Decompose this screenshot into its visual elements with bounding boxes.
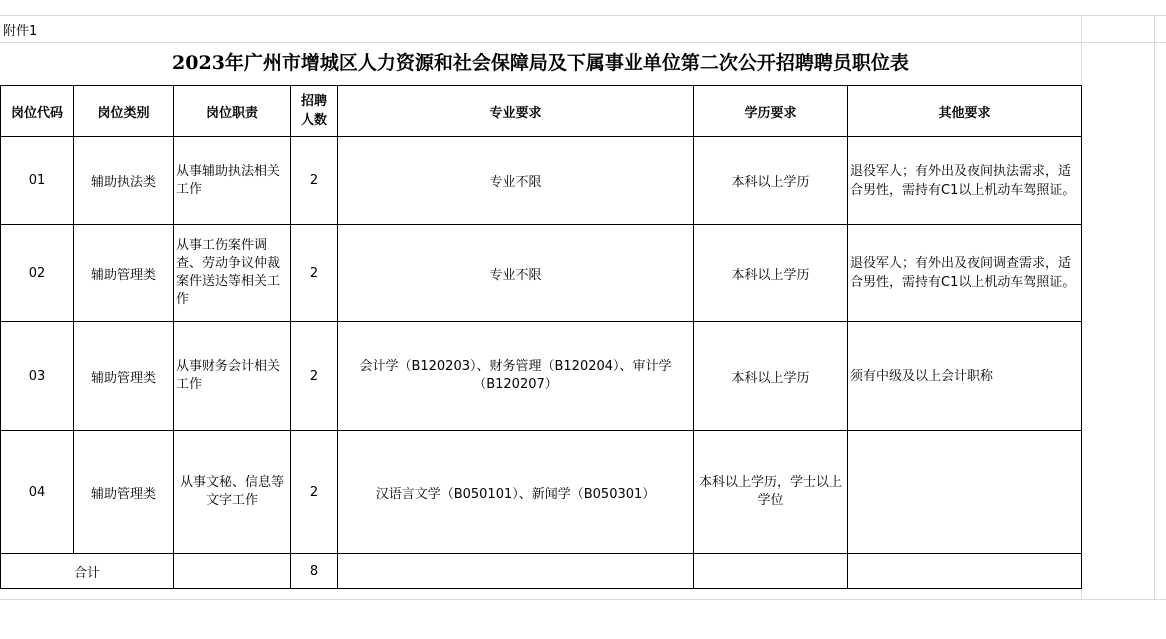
cell-count: 2 xyxy=(291,322,338,431)
cell-duty: 从事辅助执法相关工作 xyxy=(174,137,291,225)
header-major: 专业要求 xyxy=(338,86,694,137)
attachment-label: 附件1 xyxy=(3,24,38,39)
cell-other: 须有中级及以上会计职称 xyxy=(848,322,1082,431)
table-row xyxy=(1,322,1082,431)
total-empty-cell xyxy=(694,554,848,589)
cell-category: 辅助执法类 xyxy=(74,137,174,225)
cell-duty: 从事文秘、信息等文字工作 xyxy=(174,431,291,554)
cell-count: 2 xyxy=(291,225,338,322)
page-title: 2023年广州市增城区人力资源和社会保障局及下属事业单位第二次公开招聘聘员职位表 xyxy=(172,52,909,74)
table-row xyxy=(1,137,1082,225)
cell-major: 专业不限 xyxy=(338,225,694,322)
cell-other xyxy=(848,431,1082,554)
cell-duty: 从事财务会计相关工作 xyxy=(174,322,291,431)
cell-education: 本科以上学历 xyxy=(694,322,848,431)
total-count: 8 xyxy=(291,554,338,589)
cell-major: 会计学（B120203）、财务管理（B120204）、审计学（B120207） xyxy=(338,322,694,431)
table-row xyxy=(1,431,1082,554)
gridline xyxy=(1154,15,1155,600)
total-empty-cell xyxy=(338,554,694,589)
cell-education: 本科以上学历 xyxy=(694,225,848,322)
total-empty-cell xyxy=(848,554,1082,589)
gridline xyxy=(0,42,1166,43)
header-education: 学历要求 xyxy=(694,86,848,137)
table-row xyxy=(1,225,1082,322)
cell-category: 辅助管理类 xyxy=(74,431,174,554)
cell-education: 本科以上学历 xyxy=(694,137,848,225)
cell-count: 2 xyxy=(291,137,338,225)
cell-count: 2 xyxy=(291,431,338,554)
table-header-row xyxy=(1,86,1082,137)
header-count: 招聘人数 xyxy=(291,86,338,137)
cell-duty: 从事工伤案件调查、劳动争议仲裁案件送达等相关工作 xyxy=(174,225,291,322)
header-other: 其他要求 xyxy=(848,86,1082,137)
cell-category: 辅助管理类 xyxy=(74,322,174,431)
cell-major: 汉语言文学（B050101）、新闻学（B050301） xyxy=(338,431,694,554)
cell-code: 02 xyxy=(1,225,74,322)
total-empty-cell xyxy=(174,554,291,589)
cell-education: 本科以上学历，学士以上学位 xyxy=(694,431,848,554)
gridline xyxy=(0,599,1166,600)
header-code: 岗位代码 xyxy=(1,86,74,137)
header-category: 岗位类别 xyxy=(74,86,174,137)
cell-code: 03 xyxy=(1,322,74,431)
header-duty: 岗位职责 xyxy=(174,86,291,137)
total-label: 合计 xyxy=(1,554,174,589)
cell-code: 01 xyxy=(1,137,74,225)
table-total-row xyxy=(1,554,1082,589)
cell-code: 04 xyxy=(1,431,74,554)
cell-major: 专业不限 xyxy=(338,137,694,225)
cell-category: 辅助管理类 xyxy=(74,225,174,322)
positions-table xyxy=(0,85,1082,589)
cell-other: 退役军人；有外出及夜间调查需求，适合男性，需持有C1以上机动车驾照证。 xyxy=(848,225,1082,322)
cell-other: 退役军人；有外出及夜间执法需求，适合男性，需持有C1以上机动车驾照证。 xyxy=(848,137,1082,225)
gridline xyxy=(0,15,1166,16)
